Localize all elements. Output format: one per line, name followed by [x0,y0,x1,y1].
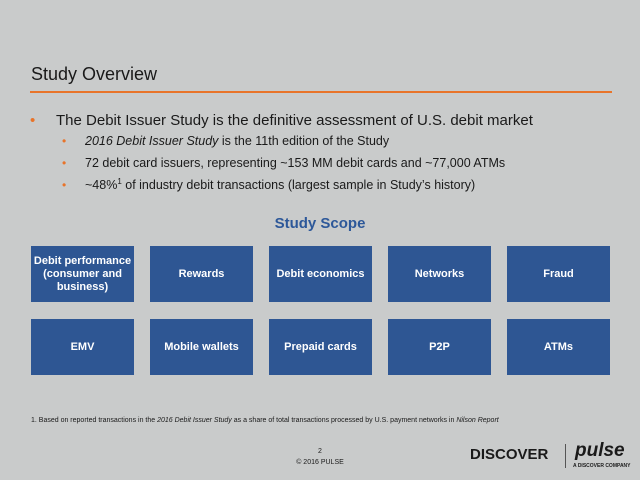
pulse-logo: pulse [575,440,625,461]
sub-bullet-1 [30,134,620,156]
scope-box-debit-economics: Debit economics [269,246,372,302]
footnote-text: as a share of total transactions processed by U.S. payment networks in [231,417,457,424]
scope-box-emv: EMV [31,319,134,375]
main-bullet-text: The Debit Issuer Study is the definitive assessment of U.S. debit market [56,112,533,129]
sub-bullet-text-pre: ~48% [85,178,118,192]
scope-title: Study Scope [274,215,366,232]
scope-box-p2p: P2P [388,319,491,375]
bullet-icon: • [30,112,36,129]
scope-box-fraud: Fraud [507,246,610,302]
footnote-marker: 1 [117,176,122,186]
footnote-italic: Nilson Report [456,417,499,424]
bullet-icon: • [62,134,67,148]
scope-box-mobile-wallets: Mobile wallets [150,319,253,375]
scope-box-networks: Networks [388,246,491,302]
scope-box-atms: ATMs [507,319,610,375]
bullet-icon: • [62,178,67,192]
bullet-list [30,112,620,200]
main-bullet [30,112,620,134]
sub-bullet-text: of industry debit transactions (largest sample in Study’s history) [121,178,476,192]
copyright: © 2016 PULSE [296,459,344,466]
page-number: 2 [318,448,322,455]
footnote [31,417,499,424]
title-divider [30,91,612,93]
sub-bullet-italic: 2016 Debit Issuer Study [85,134,219,148]
logo-divider [565,444,566,468]
pulse-tagline: A DISCOVER COMPANY [573,463,631,469]
sub-bullet-text: 72 debit card issuers, representing ~153 MM debit cards and ~77,000 ATMs [85,156,506,170]
bullet-icon: • [62,156,67,170]
footnote-text: 1. Based on reported transactions in the [31,417,158,424]
scope-box-prepaid-cards: Prepaid cards [269,319,372,375]
discover-logo [470,446,548,463]
discover-logo-text: DISCOVER [470,446,549,463]
footnote-italic: 2016 Debit Issuer Study [157,417,232,424]
scope-box-rewards: Rewards [150,246,253,302]
sub-bullet-text: is the 11th edition of the Study [218,134,390,148]
scope-box-debit-performance: Debit performance (consumer and business) [31,246,134,302]
sub-bullet-3 [30,178,620,200]
slide-title: Study Overview [31,64,158,84]
sub-bullet-2 [30,156,620,178]
scope-grid [31,246,609,375]
